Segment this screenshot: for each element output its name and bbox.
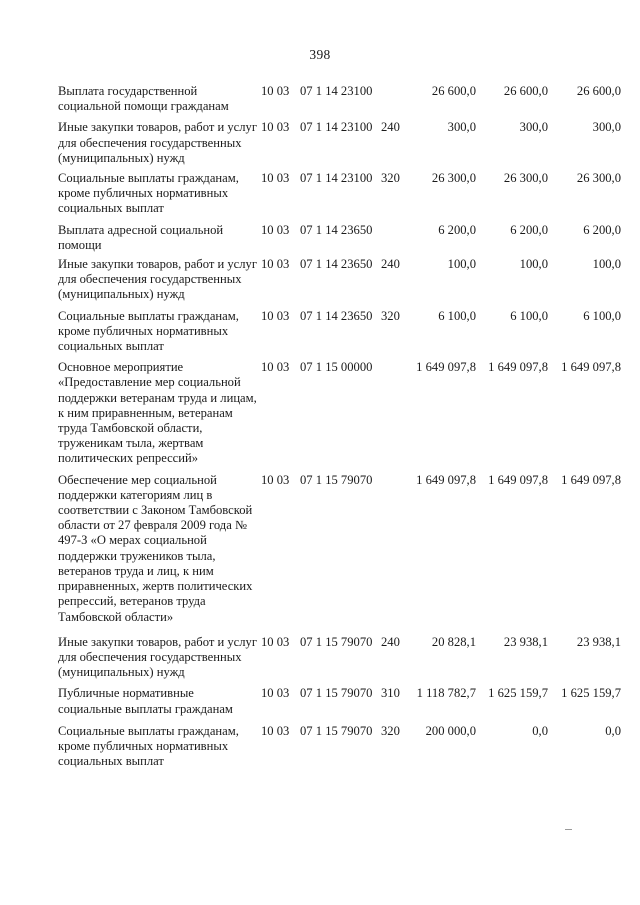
target-article-code: 07 1 15 79070: [300, 686, 373, 701]
amount-year-1: 200 000,0: [425, 723, 476, 738]
expense-name: Выплата государственной социальной помощи гражданам: [58, 84, 229, 114]
amount-year-1: 1 118 782,7: [416, 686, 476, 701]
table-row: [58, 84, 628, 114]
section-code: 10 03: [261, 84, 290, 98]
target-article-code: 07 1 14 23100: [300, 171, 373, 186]
section-code: 10 03: [261, 360, 290, 375]
amount-year-1: 26 600,0: [431, 84, 476, 98]
amount-year-3: 0,0: [605, 723, 621, 738]
target-article-code: 07 1 14 23650: [300, 308, 373, 323]
scan-artifact: [565, 829, 572, 830]
amount-year-1: 300,0: [447, 120, 476, 135]
amount-year-3: 1 649 097,8: [561, 472, 621, 487]
expense-name: Выплата адресной социальной помощи: [58, 222, 224, 252]
expense-type-code: 310: [381, 686, 400, 701]
target-article-code: 07 1 15 79070: [300, 634, 373, 649]
amount-year-1: 20 828,1: [431, 634, 476, 649]
budget-table: [58, 84, 628, 769]
amount-year-3: 23 938,1: [576, 634, 621, 649]
expense-name: Социальные выплаты гражданам, кроме публичных нормативных социальных выплат: [58, 308, 239, 354]
section-code: 10 03: [261, 723, 290, 738]
section-code: 10 03: [261, 171, 290, 186]
table-row: [58, 635, 628, 681]
amount-year-3: 26 300,0: [576, 171, 621, 186]
expense-type-code: 240: [381, 634, 400, 649]
table-row: [58, 171, 628, 217]
target-article-code: 07 1 15 79070: [300, 472, 373, 487]
amount-year-2: 1 649 097,8: [488, 360, 548, 375]
table-row: [58, 360, 628, 466]
table-row: [58, 686, 628, 716]
amount-year-2: 0,0: [532, 723, 548, 738]
amount-year-3: 300,0: [592, 120, 621, 135]
target-article-code: 07 1 14 23650: [300, 222, 373, 237]
amount-year-2: 100,0: [519, 257, 548, 272]
section-code: 10 03: [261, 120, 290, 135]
expense-name: Иные закупки товаров, работ и услуг для обеспечения государственных (муниципальных) нужд: [58, 120, 258, 165]
amount-year-3: 26 600,0: [576, 84, 621, 98]
amount-year-2: 26 300,0: [503, 171, 548, 186]
expense-type-code: 240: [381, 120, 400, 135]
table-row: [58, 257, 628, 303]
page-number: 398: [309, 47, 331, 62]
section-code: 10 03: [261, 308, 290, 323]
amount-year-1: 100,0: [447, 257, 476, 272]
section-code: 10 03: [261, 257, 290, 272]
expense-name: Иные закупки товаров, работ и услуг для обеспечения государственных (муниципальных) нужд: [58, 634, 258, 680]
table-row: [58, 223, 628, 253]
amount-year-2: 23 938,1: [503, 634, 548, 649]
table-row: [58, 120, 628, 166]
expense-type-code: 320: [381, 171, 400, 186]
amount-year-2: 26 600,0: [503, 84, 548, 98]
target-article-code: 07 1 14 23650: [300, 257, 373, 272]
amount-year-2: 6 100,0: [510, 308, 548, 323]
section-code: 10 03: [261, 634, 290, 649]
amount-year-1: 6 100,0: [438, 308, 476, 323]
expense-type-code: 240: [381, 257, 400, 272]
amount-year-2: 6 200,0: [510, 222, 548, 237]
amount-year-1: 6 200,0: [438, 222, 476, 237]
expense-type-code: 320: [381, 723, 400, 738]
section-code: 10 03: [261, 222, 290, 237]
table-row: [58, 724, 628, 770]
target-article-code: 07 1 15 00000: [300, 360, 373, 375]
expense-name: Социальные выплаты гражданам, кроме публичных нормативных социальных выплат: [58, 723, 239, 769]
amount-year-3: 100,0: [592, 257, 621, 272]
expense-name: Социальные выплаты гражданам, кроме публичных нормативных социальных выплат: [58, 171, 239, 216]
amount-year-3: 6 200,0: [583, 222, 621, 237]
target-article-code: 07 1 14 23100: [300, 84, 373, 98]
expense-name: Основное мероприятие «Предоставление мер социальной поддержки ветеранам труда и лицам, к ним приравненным, ветеранам труда Тамбовской области, труженикам тыла, жертвам политических репрессий»: [58, 360, 257, 466]
expense-name: Публичные нормативные социальные выплаты гражданам: [58, 686, 233, 716]
section-code: 10 03: [261, 472, 290, 487]
amount-year-2: 1 649 097,8: [488, 472, 548, 487]
amount-year-3: 1 649 097,8: [561, 360, 621, 375]
amount-year-1: 26 300,0: [431, 171, 476, 186]
table-row: [58, 473, 628, 625]
amount-year-3: 6 100,0: [583, 308, 621, 323]
expense-name: Иные закупки товаров, работ и услуг для обеспечения государственных (муниципальных) нужд: [58, 257, 258, 302]
amount-year-3: 1 625 159,7: [561, 686, 621, 701]
amount-year-1: 1 649 097,8: [416, 472, 476, 487]
expense-name: Обеспечение мер социальной поддержки категориям лиц в соответствии с Законом Тамбовской области от 27 февраля 2009 года № 497-З «О мерах социальной поддержки тружеников тыла, ветеранов труда и лиц, к ним приравненных, жертв политических репрессий, ветеранов труда Тамбовской области»: [58, 472, 253, 624]
table-row: [58, 309, 628, 355]
target-article-code: 07 1 14 23100: [300, 120, 373, 135]
target-article-code: 07 1 15 79070: [300, 723, 373, 738]
amount-year-1: 1 649 097,8: [416, 360, 476, 375]
amount-year-2: 300,0: [519, 120, 548, 135]
expense-type-code: 320: [381, 308, 400, 323]
section-code: 10 03: [261, 686, 290, 701]
amount-year-2: 1 625 159,7: [488, 686, 548, 701]
